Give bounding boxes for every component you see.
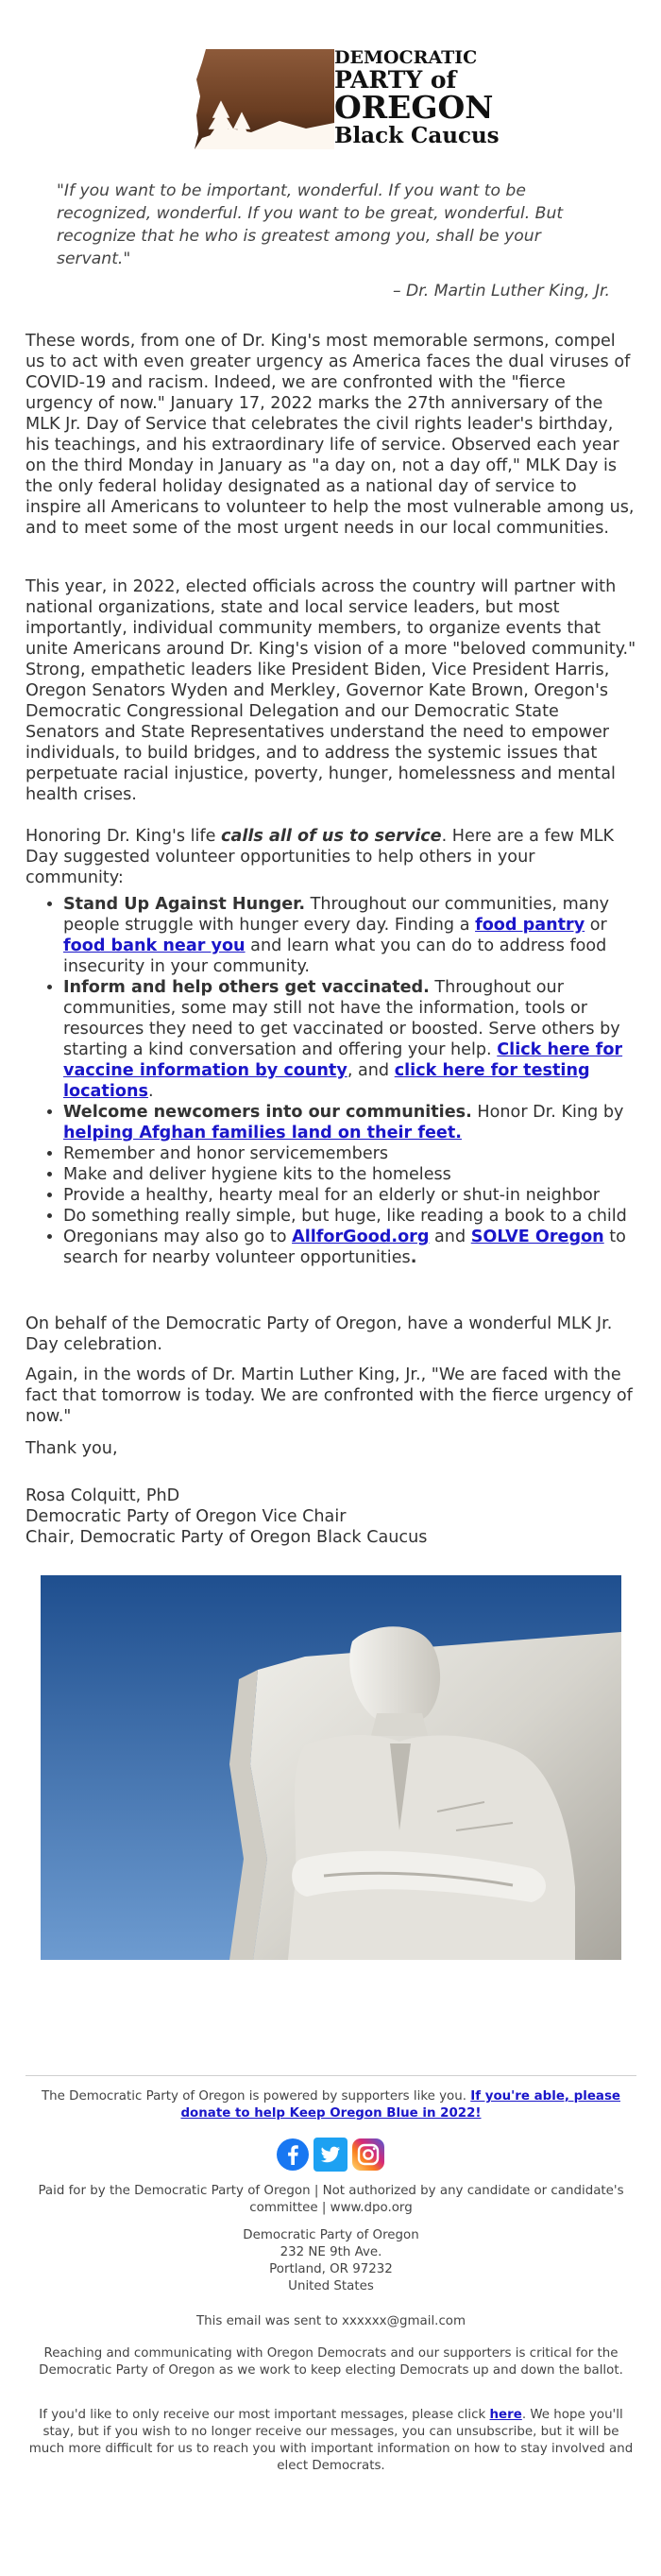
oregon-tree-graphic <box>193 47 334 153</box>
address-country: United States <box>288 2279 374 2293</box>
footer-divider <box>25 2075 636 2076</box>
signature-name: Rosa Colquitt, PhD <box>25 1486 180 1505</box>
logo-line-black-caucus: Black Caucus <box>334 123 500 148</box>
paragraph-celebration: On behalf of the Democratic Party of Oregon, have a wonderful MLK Jr. Day celebration. <box>25 1314 613 1354</box>
footer-paid-for: Paid for by the Democratic Party of Oregon | Not authorized by any candidate or candidate's committee | www.dpo.org <box>38 2184 624 2215</box>
social-links <box>276 2138 385 2172</box>
unsubscribe-text-end: . We hope you'll stay, but if you wish to no longer receive our messages, you can unsubscribe, but it will be much more difficult for us to reach you with important information on how to stay involved and elect Democrats. <box>28 2408 634 2473</box>
facebook-icon[interactable] <box>276 2138 310 2172</box>
paragraph-honoring <box>25 826 636 888</box>
paragraph-intro: These words, from one of Dr. King's most memorable sermons, compel us to act with even greater urgency as America faces the dual viruses of COVID-19 and racism. Indeed, we are confronted with the "fierce urgency of now." January 17, 2022 marks the 27th anniversary of the MLK Jr. Day of Service that celebrates the civil rights leader's birthday, his teachings, and his extraordinary life of service. Observed each year on the third Monday in January as "a day on, not a day off," MLK Day is the only federal holiday designated as a national day of service to inspire all Americans to volunteer to help the most vulnerable among us, and to meet some of the most urgent needs in our local communities. <box>25 332 635 538</box>
volunteer-sites-text-end: to search for nearby volunteer opportunities <box>63 1228 626 1267</box>
hunger-text: Throughout our communities, many people struggle with hunger every day. Finding a <box>63 895 610 935</box>
signature-block <box>25 1485 636 1548</box>
logo-line-oregon: OREGON <box>334 89 494 126</box>
powered-text: The Democratic Party of Oregon is powered by supporters like you. <box>41 2089 471 2104</box>
vaccinated-text: Throughout our communities, some may still not have the information, tools or resources they need to get vaccinated or boosted. Serve others by starting a kind conversation and offering your help. <box>63 978 620 1059</box>
mlk-memorial-illustration <box>41 1575 621 1960</box>
honoring-text-end: . Here are a few MLK Day suggested volunteer opportunities to help others in your community: <box>25 827 615 887</box>
newcomers-text: Honor Dr. King by <box>471 1103 624 1122</box>
honoring-emphasis: calls all of us to service <box>221 827 442 846</box>
testing-locations-link[interactable]: click here for testing locations <box>63 1061 590 1101</box>
volunteer-sites-text: Oregonians may also go to <box>63 1228 293 1246</box>
footer-sent-to: This email was sent to xxxxxx@gmail.com <box>195 2314 466 2328</box>
quote-attribution: – Dr. Martin Luther King, Jr. <box>392 282 610 301</box>
paragraph-closing-quote: Again, in the words of Dr. Martin Luther King, Jr., "We are faced with the fact that tomorrow is today. We are confronted with the fierce urgency of now." <box>25 1365 633 1426</box>
logo-line-democratic: DEMOCRATIC <box>334 47 478 68</box>
list-item-meal: • Provide a healthy, hearty meal for an elderly or shut-in neighbor <box>63 1185 636 1206</box>
afghan-families-link[interactable]: helping Afghan families land on their feet. <box>63 1124 462 1142</box>
list-item-vaccinated <box>63 977 636 1102</box>
thank-you: Thank you, <box>25 1439 118 1458</box>
unsubscribe-text: If you'd like to only receive our most important messages, please click <box>39 2408 490 2422</box>
twitter-icon[interactable] <box>314 2138 347 2172</box>
list-item-servicemembers: • Remember and honor servicemembers <box>63 1143 636 1164</box>
vaccinated-text-and: , and <box>347 1061 395 1080</box>
allforgood-link[interactable]: AllforGood.org <box>292 1228 430 1246</box>
volunteer-sites-text-and: and <box>429 1228 471 1246</box>
dpo-black-caucus-logo <box>193 47 500 153</box>
address-city: Portland, OR 97232 <box>269 2262 393 2276</box>
volunteer-opportunities-list <box>25 894 636 1268</box>
instagram-icon[interactable] <box>351 2138 385 2172</box>
footer-unsubscribe <box>25 2407 636 2475</box>
hunger-title: Stand Up Against Hunger. <box>63 895 306 914</box>
signature-title-vice-chair: Democratic Party of Oregon Vice Chair <box>25 1507 347 1526</box>
list-item-reading: • Do something really simple, but huge, like reading a book to a child <box>63 1206 636 1227</box>
vaccinated-text-end: . <box>147 1082 154 1101</box>
list-item-newcomers <box>63 1102 636 1143</box>
footer-address <box>25 2227 636 2295</box>
food-bank-link[interactable]: food bank near you <box>63 936 246 955</box>
paragraph-2022: This year, in 2022, elected officials across the country will partner with national organizations, state and local service leaders, but most importantly, individual community members, to organize events that unite Americans around Dr. King's vision of a more "beloved community." Strong, empathetic leaders like President Biden, Vice President Harris, Oregon Senators Wyden and Merkley, Governor Kate Brown, Oregon's Democratic Congressional Delegation and our Democratic State Senators and State Representatives understand the need to empower individuals, to build bridges, and to address the systemic issues that perpetuate racial injustice, poverty, hunger, homelessness and mental health crises. <box>25 577 636 804</box>
donate-link[interactable]: If you're able, please donate to help Keep Oregon Blue in 2022! <box>180 2089 621 2121</box>
hunger-text-end: and learn what you can do to address food insecurity in your community. <box>63 936 607 976</box>
address-name: Democratic Party of Oregon <box>243 2228 419 2242</box>
honoring-text: Honoring Dr. King's life <box>25 827 222 846</box>
list-item-hunger <box>63 894 636 977</box>
footer-reaching: Reaching and communicating with Oregon Democrats and our supporters is critical for the Democratic Party of Oregon as we work to keep electing Democrats up and down the ballot. <box>39 2346 623 2378</box>
mlk-memorial-image <box>41 1575 621 1960</box>
footer-powered <box>25 2088 636 2122</box>
solve-oregon-link[interactable]: SOLVE Oregon <box>470 1228 604 1246</box>
vaccinated-title: Inform and help others get vaccinated. <box>63 978 430 997</box>
signature-title-chair: Chair, Democratic Party of Oregon Black Caucus <box>25 1528 428 1547</box>
list-item-hygiene-kits: • Make and deliver hygiene kits to the homeless <box>63 1164 636 1185</box>
preferences-link[interactable]: here <box>489 2408 522 2422</box>
volunteer-sites-period: . <box>410 1248 417 1267</box>
hunger-text-or: or <box>585 916 607 935</box>
logo-line-party: PARTY of <box>334 66 457 94</box>
address-street: 232 NE 9th Ave. <box>280 2245 382 2259</box>
list-item-volunteer-sites <box>63 1227 636 1268</box>
vaccine-info-link[interactable]: Click here for vaccine information by county <box>63 1040 623 1080</box>
newcomers-title: Welcome newcomers into our communities. <box>63 1103 472 1122</box>
mlk-quote: "If you want to be important, wonderful. If you want to be recognized, wonderful. If you want to be great, wonderful. But recognize that he who is greatest among you, shall be your servant." <box>57 181 564 268</box>
food-pantry-link[interactable]: food pantry <box>475 916 585 935</box>
